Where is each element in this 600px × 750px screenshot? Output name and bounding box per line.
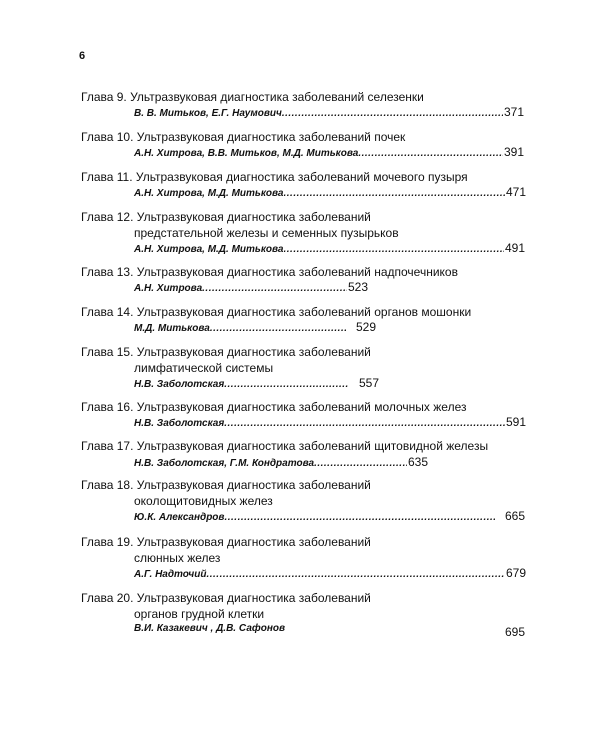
toc-entry-authors [134, 320, 376, 334]
chapter-title-cont: слюнных желез [134, 551, 221, 565]
toc-entry-authors [134, 145, 524, 159]
chapter-authors: Н.В. Заболотская [134, 418, 225, 429]
dot-leader [358, 148, 503, 159]
toc-entry-authors [134, 415, 526, 429]
chapter-authors: А.Н. Хитрова [134, 283, 203, 294]
chapter-title: Глава 12. Ультразвуковая диагностика заболеваний [81, 210, 371, 224]
chapter-authors: М.Д. Митькова [134, 323, 210, 334]
chapter-page: 679 [505, 566, 526, 580]
chapter-page: 529 [355, 320, 376, 334]
chapter-title: Глава 19. Ультразвуковая диагностика заболеваний [81, 535, 371, 549]
chapter-authors: А.Н. Хитрова, М.Д. Митькова [134, 188, 284, 199]
chapter-authors: Ю.К. Александров [134, 512, 225, 523]
chapter-page: 391 [503, 145, 524, 159]
toc-entry-authors [134, 455, 428, 469]
toc-entry-authors [134, 566, 526, 580]
chapter-title: Глава 18. Ультразвуковая диагностика заболеваний [81, 478, 371, 492]
chapter-title-cont: лимфатической системы [134, 361, 274, 375]
chapter-title-cont: околощитовидных желез [134, 494, 273, 508]
chapter-authors: А.Г. Надточий [134, 569, 207, 580]
chapter-page: 665 [504, 509, 525, 523]
toc-entry-authors [134, 105, 524, 119]
dot-leader [206, 569, 505, 580]
chapter-authors: В.И. Казакевич , Д.В. Сафонов [134, 623, 286, 634]
chapter-title: Глава 17. Ультразвуковая диагностика заболеваний щитовидной железы [81, 439, 489, 453]
chapter-title: Глава 10. Ультразвуковая диагностика заболеваний почек [81, 130, 406, 144]
chapter-page: 695 [505, 625, 526, 639]
chapter-title: Глава 9. Ультразвуковая диагностика заболеваний селезенки [81, 90, 424, 104]
dot-leader [210, 323, 346, 334]
dot-leader [202, 283, 347, 294]
dot-leader [314, 458, 407, 469]
chapter-page: 471 [505, 185, 526, 199]
chapter-title: Глава 16. Ультразвуковая диагностика заболеваний молочных желез [81, 400, 467, 414]
toc-entry-authors [134, 623, 285, 634]
chapter-title: Глава 14. Ультразвуковая диагностика заболеваний органов мошонки [81, 305, 472, 319]
chapter-page: 371 [503, 105, 524, 119]
chapter-title: Глава 11. Ультразвуковая диагностика заболеваний мочевого пузыря [81, 170, 468, 184]
chapter-title: Глава 15. Ультразвуковая диагностика заболеваний [81, 345, 371, 359]
toc-entry-authors [134, 280, 368, 294]
toc-entry-authors [134, 185, 526, 199]
chapter-page: 591 [505, 415, 526, 429]
chapter-authors: А.Н. Хитрова, М.Д. Митькова [134, 244, 284, 255]
dot-leader [224, 379, 349, 390]
chapter-authors: Н.В. Заболотская [134, 379, 225, 390]
dot-leader [224, 512, 495, 523]
chapter-authors: А.Н. Хитрова, В.В. Митьков, М.Д. Митькова [134, 148, 359, 159]
chapter-page: 557 [358, 376, 379, 390]
toc-entry-authors [134, 376, 379, 390]
toc-entry-authors [134, 509, 525, 523]
dot-leader [282, 108, 503, 119]
toc-entry-authors [134, 241, 525, 255]
chapter-page: 491 [504, 241, 525, 255]
chapter-page: 523 [347, 280, 368, 294]
chapter-title: Глава 20. Ультразвуковая диагностика заболеваний [81, 591, 371, 605]
chapter-authors: В. В. Митьков, Е.Г. Наумович [134, 108, 282, 119]
dot-leader [284, 244, 504, 255]
chapter-title-cont: органов грудной клетки [134, 607, 265, 621]
chapter-authors: Н.В. Заболотская, Г.М. Кондратова [134, 458, 315, 469]
dot-leader [224, 418, 505, 429]
dot-leader [284, 188, 505, 199]
chapter-title-cont: предстательной железы и семенных пузырьков [134, 226, 399, 240]
chapter-title: Глава 13. Ультразвуковая диагностика заболеваний надпочечников [81, 265, 458, 279]
page-number: 6 [79, 50, 86, 62]
chapter-page: 635 [407, 455, 428, 469]
